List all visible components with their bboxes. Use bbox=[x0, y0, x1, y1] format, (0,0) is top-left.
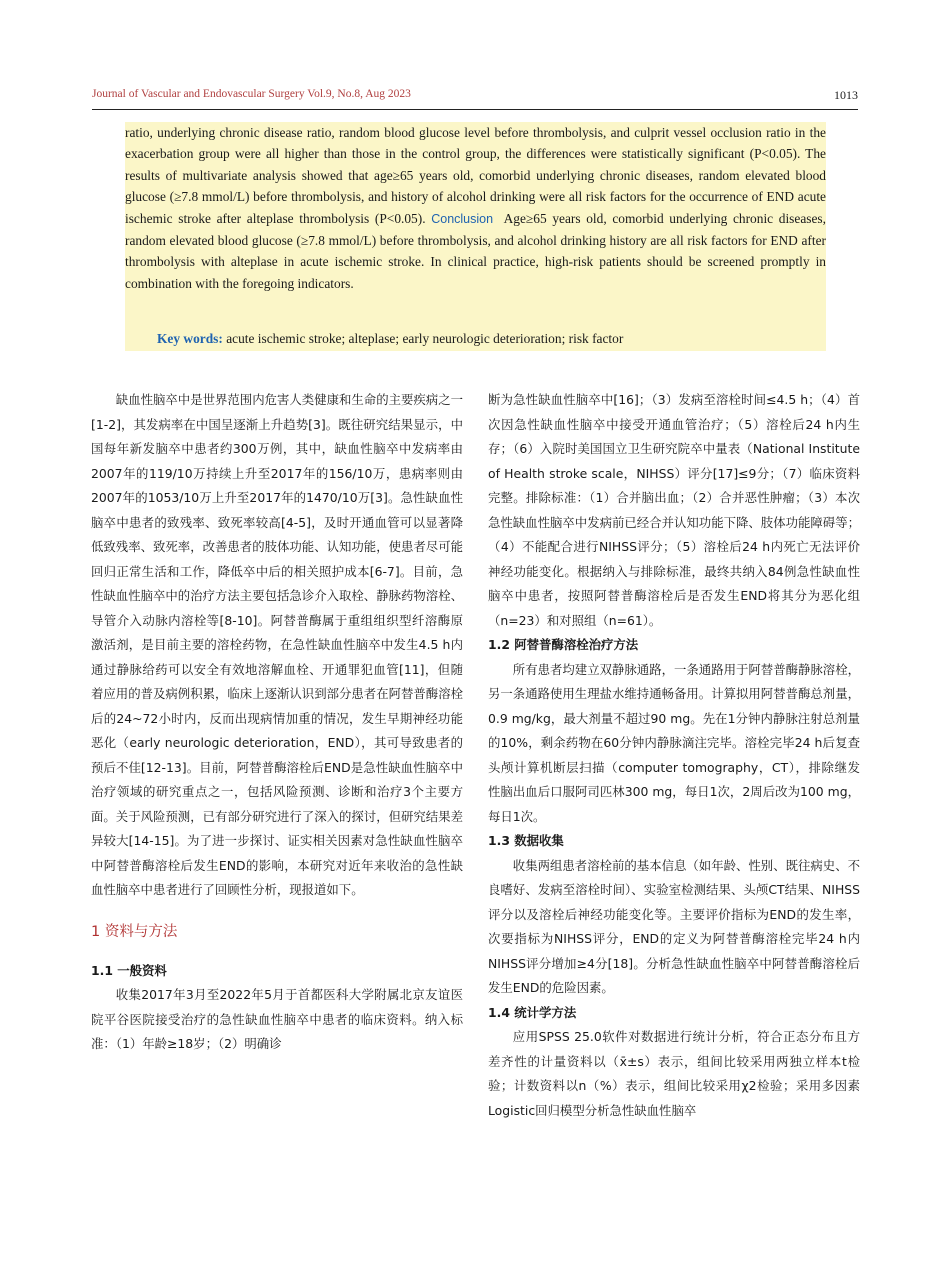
subheading-data-collection: 1.3 数据收集 bbox=[488, 833, 564, 848]
header-divider bbox=[92, 109, 858, 110]
abstract-text bbox=[125, 122, 826, 294]
abstract-results: ratio, underlying chronic disease ratio, random blood glucose level before thrombolysis, and culprit vessel occlusion ratio in the exacerbation group were all higher than those in the control group, the differences were statistically significant (P<0.05). The results of multivariate analysis showed that age≥65 years old, comorbid underlying chronic diseases, random elevated blood glucose (≥7.8 mmol/L) before thrombolysis, and history of alcohol drinking were all risk factors for the occurrence of END acute ischemic stroke after alteplase thrombolysis (P<0.05). bbox=[125, 125, 826, 226]
general-data-paragraph: 收集2017年3月至2022年5月于首都医科大学附属北京友谊医院平谷医院接受治疗的急性缺血性脑卒中患者的临床资料。纳入标准：（1）年龄≥18岁；（2）明确诊 bbox=[91, 987, 463, 1051]
criteria-paragraph: 断为急性缺血性脑卒中[16]；（3）发病至溶栓时间≤4.5 h；（4）首次因急性缺血性脑卒中接受开通血管治疗；（5）溶栓后24 h内生存；（6）入院时美国国立卫生研究院卒中量表（National Institute of Health stroke scale，NIHSS）评分[17]≤9分；（7）临床资料完整。排除标准：（1）合并脑出血；（2）合并恶性肿瘤；（3）本次急性缺血性脑卒中发病前已经合并认知功能下降、肢体功能障碍等；（4）不能配合进行NIHSS评分；（5）溶栓后24 h内死亡无法评价神经功能变化。根据纳入与排除标准，最终共纳入84例急性缺血性脑卒中患者，按照阿替普酶溶栓后是否发生END将其分为恶化组（n=23）和对照组（n=61）。 bbox=[488, 392, 860, 628]
intro-paragraph: 缺血性脑卒中是世界范围内危害人类健康和生命的主要疾病之一[1-2]，其发病率在中国呈逐渐上升趋势[3]。既往研究结果显示，中国每年新发脑卒中患者约300万例，其中，缺血性脑卒中发病率由2007年的119/10万持续上升至2017年的156/10万，患病率则由2007年的1053/10万上升至2017年的1470/10万[3]。急性缺血性脑卒中患者的致残率、致死率较高[4-5]，及时开通血管可以显著降低致残率、致死率，改善患者的肢体功能、认知功能，使患者尽可能回归正常生活和工作，降低卒中后的相关照护成本[6-7]。目前，急性缺血性脑卒中的治疗方法主要包括急诊介入取栓、静脉药物溶栓、导管介入动脉内溶栓等[8-10]。阿替普酶属于重组组织型纤溶酶原激活剂，是目前主要的溶栓药物，在急性缺血性脑卒中发生4.5 h内通过静脉给药可以安全有效地溶解血栓、开通罪犯血管[11]，但随着应用的普及病例积累，临床上逐渐认识到部分患者在阿替普酶溶栓后的24~72小时内，反而出现病情加重的情况，发生早期神经功能恶化（early neurologic deterioration，END），其可导致患者的预后不佳[12-13]。目前，阿替普酶溶栓后END是急性缺血性脑卒中治疗领域的研究重点之一，包括风险预测、诊断和治疗3个主要方面。关于风险预测，已有部分研究进行了深入的探讨，但研究结果差异较大[14-15]。为了进一步探讨、证实相关因素对急性缺血性脑卒中阿替普酶溶栓后发生END的影响，本研究对近年来收治的急性缺血性脑卒中患者进行了回顾性分析，现报道如下。 bbox=[91, 392, 463, 897]
journal-citation: Journal of Vascular and Endovascular Surgery Vol.9, No.8, Aug 2023 bbox=[92, 88, 411, 100]
subheading-statistics: 1.4 统计学方法 bbox=[488, 1004, 577, 1020]
subheading-general-data: 1.1 一般资料 bbox=[91, 962, 167, 978]
abstract-box bbox=[125, 122, 826, 351]
thrombolysis-paragraph: 所有患者均建立双静脉通路，一条通路用于阿替普酶静脉溶栓，另一条通路使用生理盐水维持通畅备用。计算拟用阿替普酶总剂量，0.9 mg/kg，最大剂量不超过90 mg。先在1分钟内静脉注射总剂量的10%，剩余药物在60分钟内静脉滴注完毕。溶栓完毕24 h后复查头颅计算机断层扫描（computer tomography，CT），排除继发性脑出血后口服阿司匹林300 mg，每日1次，2周后改为100 mg，每日1次。 bbox=[488, 661, 860, 824]
keywords-label: Key words: bbox=[157, 331, 223, 346]
data-collection-paragraph: 收集两组患者溶栓前的基本信息（如年龄、性别、既往病史、不良嗜好、发病至溶栓时间）、实验室检测结果、头颅CT结果、NIHSS评分以及溶栓后神经功能变化等。主要评价指标为END的发生率，次要指标为NIHSS评分，END的定义为阿替普酶溶栓完毕24 h内NIHSS评分增加≥4分[18]。分析急性缺血性脑卒中阿替普酶溶栓后发生END的危险因素。 bbox=[488, 857, 860, 995]
statistics-paragraph: 应用SPSS 25.0软件对数据进行统计分析，符合正态分布且方差齐性的计量资料以（x̄±s）表示，组间比较采用两独立样本t检验；计数资料以n（%）表示，组间比较采用χ2检验；采用多因素Logistic回归模型分析急性缺血性脑卒 bbox=[488, 1029, 860, 1118]
abstract-conclusion: Age≥65 years old, comorbid underlying chronic diseases, random elevated blood glucose (≥7.8 mmol/L) before thrombolysis, and alcohol drinking history are all risk factors for END after thrombolysis with alteplase in acute ischemic stroke. In clinical practice, high-risk patients should be screened promptly in combination with the foregoing indicators. bbox=[125, 210, 826, 291]
keywords-text: acute ischemic stroke; alteplase; early neurologic deterioration; risk factor bbox=[226, 331, 624, 346]
page-number: 1013 bbox=[834, 88, 858, 102]
keywords bbox=[157, 331, 817, 347]
right-column bbox=[488, 388, 860, 1123]
left-column bbox=[91, 388, 463, 1057]
section-heading-methods: 1 资料与方法 bbox=[91, 923, 178, 940]
running-header bbox=[92, 86, 858, 106]
subheading-thrombolysis-method: 1.2 阿替普酶溶栓治疗方法 bbox=[488, 637, 639, 652]
conclusion-label: Conclusion bbox=[431, 211, 494, 226]
